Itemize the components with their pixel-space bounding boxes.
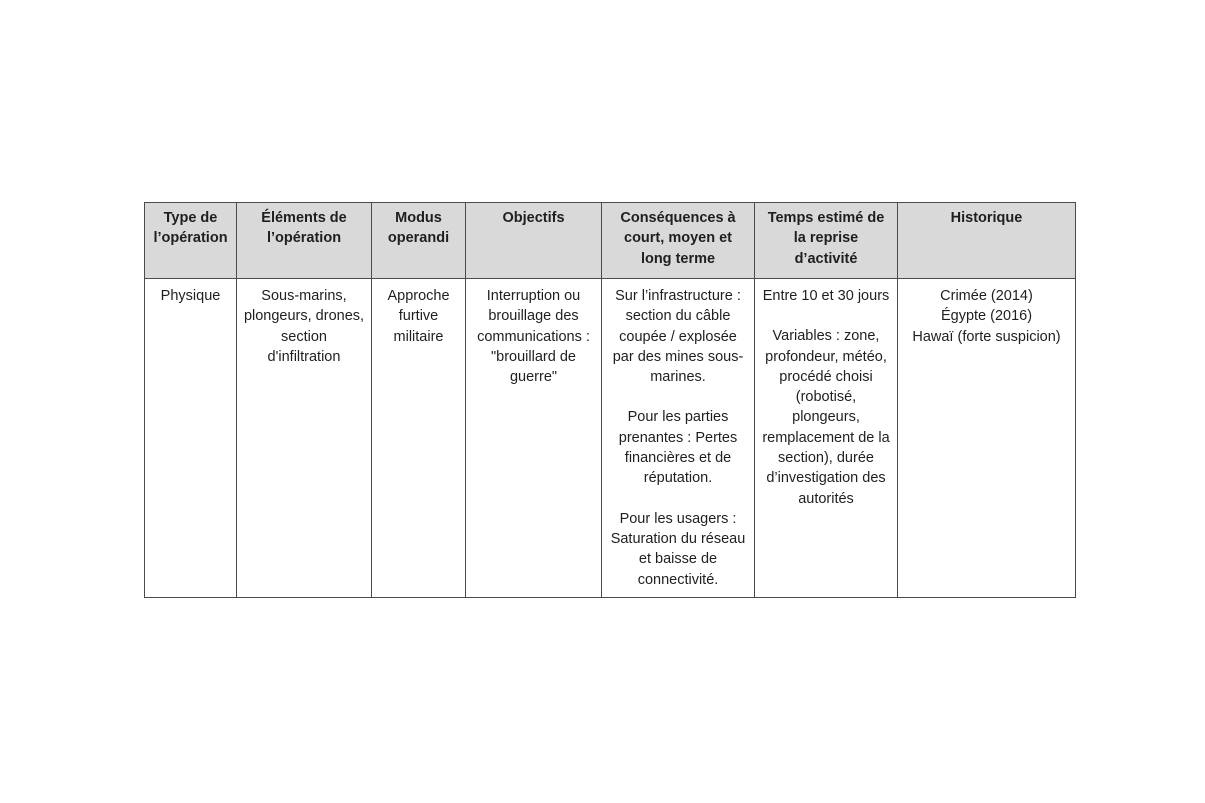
- consequence-infrastructure: Sur l’infrastructure : section du câble coupée / explosée par des mines sous-marines.: [612, 288, 744, 386]
- header-consequences: Conséquences à court, moyen et long terme: [602, 203, 755, 279]
- header-objectifs: Objectifs: [466, 203, 602, 279]
- cell-type: Physique: [145, 279, 237, 598]
- consequence-usagers: Pour les usagers : Saturation du réseau et baisse de connectivité.: [610, 510, 746, 588]
- table-row: [145, 279, 1076, 598]
- header-modus: Modus operandi: [372, 203, 466, 279]
- operations-table: [144, 202, 1076, 598]
- historique-item: Égypte (2016): [940, 308, 1033, 325]
- historique-item: Crimée (2014): [940, 288, 1033, 304]
- cell-temps: [755, 279, 898, 598]
- cell-objectifs: Interruption ou brouillage des communications : "brouillard de guerre": [466, 279, 602, 598]
- cell-historique: [898, 279, 1076, 598]
- header-elements: Éléments de l’opération: [237, 203, 372, 279]
- header-historique: Historique: [898, 203, 1076, 279]
- temps-duree: Entre 10 et 30 jours: [762, 288, 890, 304]
- temps-variables: Variables : zone, profondeur, météo, procédé choisi (robotisé, plongeurs, remplacement de la section), durée d’investigation des autorités: [762, 328, 890, 507]
- consequence-parties-prenantes: Pour les parties prenantes : Pertes financières et de réputation.: [618, 409, 738, 487]
- header-type: Type de l’opération: [145, 203, 237, 279]
- cell-elements: Sous-marins, plongeurs, drones, section d'infiltration: [237, 279, 372, 598]
- table-header: [145, 203, 1076, 279]
- table-body: [145, 279, 1076, 598]
- historique-item: Hawaï (forte suspicion): [912, 328, 1061, 345]
- cell-consequences: [602, 279, 755, 598]
- header-temps: Temps estimé de la reprise d’activité: [755, 203, 898, 279]
- cell-modus: Approche furtive militaire: [372, 279, 466, 598]
- header-row: [145, 203, 1076, 279]
